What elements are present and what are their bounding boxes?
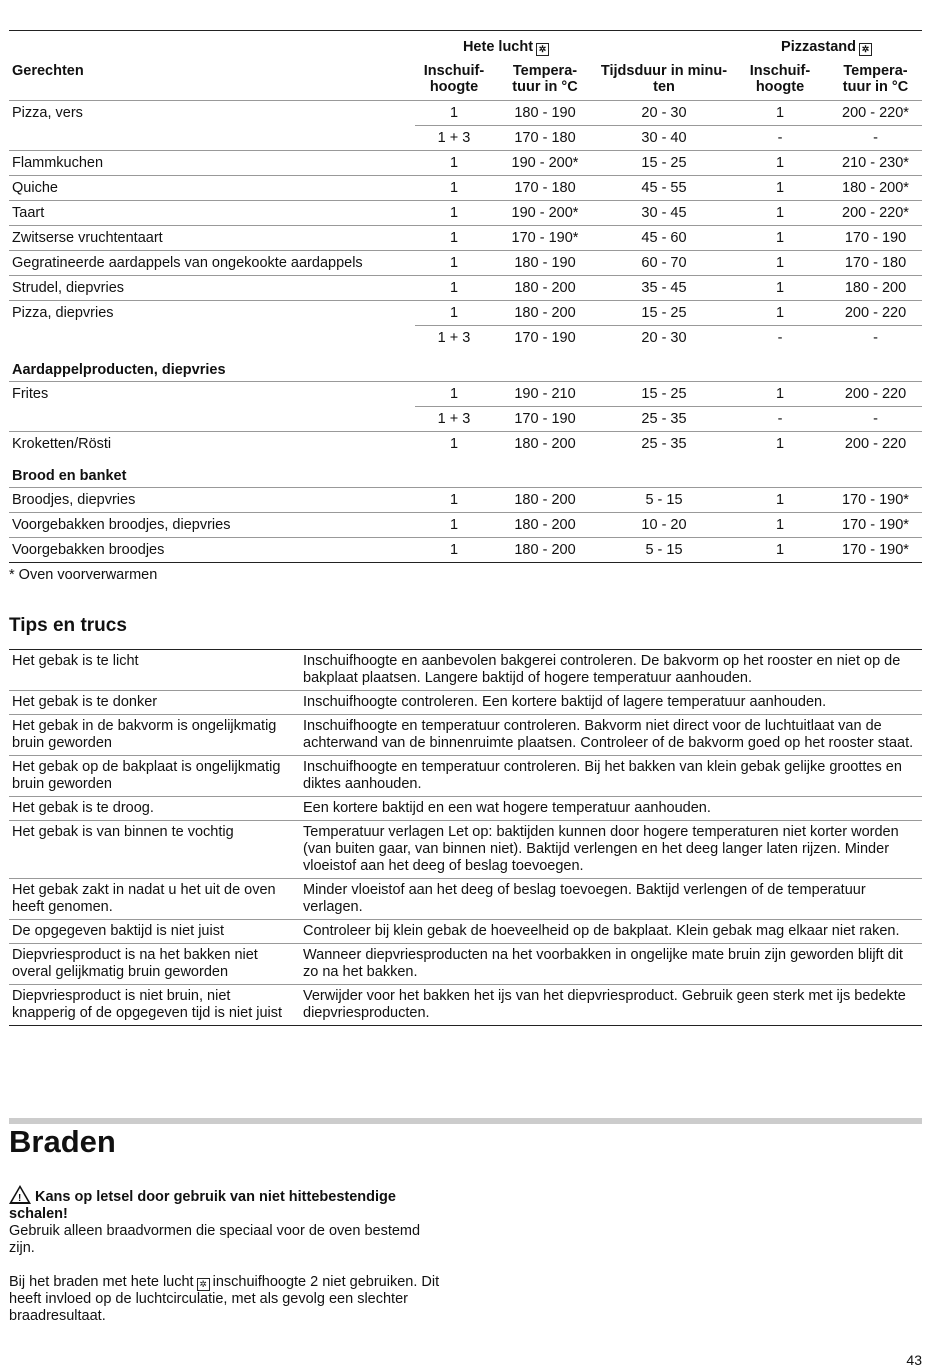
- col-shelf-1: Inschuif- hoogte: [423, 63, 485, 95]
- pizza-temperature: 170 - 190: [829, 226, 922, 251]
- pizza-temperature: 200 - 220: [829, 382, 922, 407]
- duration: 30 - 40: [597, 126, 731, 151]
- tip-problem: Het gebak in de bakvorm is ongelijkmatig bruin geworden: [9, 715, 300, 756]
- section-divider: [9, 1118, 922, 1124]
- pizza-shelf-height: -: [731, 407, 829, 432]
- warning-text: Gebruik alleen braadvormen die speciaal voor de oven bestemd zijn.: [9, 1223, 421, 1256]
- pizza-temperature: -: [829, 126, 922, 151]
- content: [9, 30, 922, 1026]
- warning-block: [9, 1185, 449, 1325]
- temperature: 180 - 200: [493, 513, 597, 538]
- duration: 20 - 30: [597, 326, 731, 351]
- table-row: [9, 407, 922, 432]
- dish-name: Voorgebakken broodjes, diepvries: [9, 513, 415, 538]
- temperature: 180 - 200: [493, 276, 597, 301]
- duration: 20 - 30: [597, 101, 731, 126]
- dish-name: Zwitserse vruchtentaart: [9, 226, 415, 251]
- pizza-shelf-height: 1: [731, 301, 829, 326]
- temperature: 170 - 190: [493, 326, 597, 351]
- shelf-height: 1: [415, 301, 493, 326]
- temperature: 180 - 200: [493, 488, 597, 513]
- dish-name: Frites: [9, 382, 415, 407]
- duration: 15 - 25: [597, 301, 731, 326]
- dish-name: Flammkuchen: [9, 151, 415, 176]
- tip-solution: Inschuifhoogte en temperatuur controleren. Bij het bakken van klein gebak gelijke groottes en diktes aanhouden.: [300, 756, 922, 797]
- footnote: * Oven voorverwarmen: [9, 567, 158, 583]
- shelf-height: 1 + 3: [415, 126, 493, 151]
- pizza-shelf-height: 1: [731, 201, 829, 226]
- pizza-setting-icon: ✲: [859, 43, 872, 56]
- table-row: [9, 276, 922, 301]
- pizza-shelf-height: -: [731, 126, 829, 151]
- braden-para-after: inschuifhoogte 2 niet gebruiken. Dit heeft invloed op de luchtcirculatie, met als gevolg een slechter braadresultaat.: [9, 1274, 440, 1324]
- pizza-temperature: 200 - 220*: [829, 201, 922, 226]
- col-temp-1: Tempera- tuur in °C: [512, 63, 578, 95]
- tips-row: [9, 691, 922, 715]
- tip-problem: Diepvriesproduct is niet bruin, niet knapperig of de opgegeven tijd is niet juist: [9, 985, 300, 1026]
- dish-name: [9, 126, 415, 151]
- col-temp-2: Tempera- tuur in °C: [842, 63, 909, 95]
- duration: 25 - 35: [597, 432, 731, 457]
- tips-row: [9, 944, 922, 985]
- table-row: [9, 251, 922, 276]
- tip-solution: Temperatuur verlagen Let op: baktijden kunnen door hogere temperaturen niet korter worden (van buiten gaar, van binnen niet). Baktijd verlengen en het deeg langer laten rijzen. Minder vloeistof aan het deeg of beslag toevoegen.: [300, 821, 922, 879]
- pizza-temperature: 170 - 190*: [829, 488, 922, 513]
- tip-problem: Het gebak is van binnen te vochtig: [9, 821, 300, 879]
- section-header-row: [9, 350, 922, 382]
- table-row: [9, 201, 922, 226]
- tips-table-body: [9, 650, 922, 1026]
- tip-solution: Wanneer diepvriesproducten na het voorbakken in ongelijke mate bruin zijn geworden blijft dit zo na het bakken.: [300, 944, 922, 985]
- table-group-header: [9, 31, 922, 60]
- dish-name: Voorgebakken broodjes: [9, 538, 415, 563]
- pizza-temperature: 200 - 220: [829, 432, 922, 457]
- pizza-shelf-height: 1: [731, 432, 829, 457]
- shelf-height: 1: [415, 276, 493, 301]
- pizza-shelf-height: 1: [731, 538, 829, 563]
- duration: 15 - 25: [597, 382, 731, 407]
- temperature: 190 - 210: [493, 382, 597, 407]
- table-row: [9, 326, 922, 351]
- tip-solution: Minder vloeistof aan het deeg of beslag toevoegen. Baktijd verlengen of de temperatuur verlagen.: [300, 879, 922, 920]
- temperature: 180 - 190: [493, 251, 597, 276]
- braden-paragraph: [9, 1274, 449, 1325]
- pizza-temperature: 180 - 200: [829, 276, 922, 301]
- pizza-temperature: 180 - 200*: [829, 176, 922, 201]
- col-dishes: Gerechten: [12, 63, 84, 79]
- duration: 30 - 45: [597, 201, 731, 226]
- temperature: 170 - 180: [493, 176, 597, 201]
- page-number: 43: [906, 1352, 922, 1368]
- tip-solution: Inschuifhoogte en temperatuur controleren. Bakvorm niet direct voor de luchtuitlaat van de achterwand van de binnenruimte plaatsen. Controleer of de bakvorm goed op het rooster staat.: [300, 715, 922, 756]
- dish-name: Broodjes, diepvries: [9, 488, 415, 513]
- tips-row: [9, 985, 922, 1026]
- temperature: 170 - 190: [493, 407, 597, 432]
- tip-problem: De opgegeven baktijd is niet juist: [9, 920, 300, 944]
- temperature: 180 - 190: [493, 101, 597, 126]
- shelf-height: 1: [415, 382, 493, 407]
- warning-title: Kans op letsel door gebruik van niet hittebestendige schalen!: [9, 1189, 396, 1222]
- pizza-temperature: 170 - 190*: [829, 538, 922, 563]
- cooking-table-body: [9, 101, 922, 563]
- section-header-row: [9, 456, 922, 488]
- tips-title: Tips en trucs: [9, 615, 127, 636]
- group-pizza: Pizzastand: [781, 38, 856, 55]
- tips-row: [9, 650, 922, 691]
- cooking-table: [9, 30, 922, 563]
- temperature: 180 - 200: [493, 301, 597, 326]
- hot-air-icon: ✲: [197, 1278, 210, 1291]
- duration: 25 - 35: [597, 407, 731, 432]
- tip-problem: Het gebak is te droog.: [9, 797, 300, 821]
- tip-problem: Het gebak op de bakplaat is ongelijkmatig bruin geworden: [9, 756, 300, 797]
- col-shelf-2: Inschuif- hoogte: [749, 63, 811, 95]
- tip-solution: Inschuifhoogte controleren. Een kortere baktijd of lagere temperatuur aanhouden.: [300, 691, 922, 715]
- tip-problem: Het gebak is te licht: [12, 653, 139, 669]
- table-row: [9, 101, 922, 126]
- duration: 5 - 15: [597, 488, 731, 513]
- dish-name: Taart: [9, 201, 415, 226]
- tips-row: [9, 879, 922, 920]
- shelf-height: 1: [415, 538, 493, 563]
- table-row: [9, 432, 922, 457]
- shelf-height: 1: [415, 176, 493, 201]
- pizza-shelf-height: 1: [731, 382, 829, 407]
- duration: 5 - 15: [597, 538, 731, 563]
- table-row: [9, 513, 922, 538]
- tip-problem: Het gebak zakt in nadat u het uit de oven heeft genomen.: [9, 879, 300, 920]
- dish-name: [9, 407, 415, 432]
- pizza-shelf-height: 1: [731, 151, 829, 176]
- temperature: 170 - 180: [493, 126, 597, 151]
- table-row: [9, 301, 922, 326]
- shelf-height: 1: [415, 432, 493, 457]
- col-time: Tijdsduur in minu- ten: [600, 63, 728, 95]
- tip-solution: Verwijder voor het bakken het ijs van het diepvriesproduct. Gebruik geen sterk met ijs bedekte diepvriesproducten.: [300, 985, 922, 1026]
- duration: 15 - 25: [597, 151, 731, 176]
- pizza-temperature: 170 - 180: [829, 251, 922, 276]
- shelf-height: 1: [415, 151, 493, 176]
- pizza-shelf-height: 1: [731, 488, 829, 513]
- table-column-header: [9, 59, 922, 101]
- warning-heading: [9, 1185, 449, 1223]
- shelf-height: 1: [415, 101, 493, 126]
- dish-name: Pizza, diepvries: [9, 301, 415, 326]
- pizza-shelf-height: 1: [731, 176, 829, 201]
- tips-row: [9, 920, 922, 944]
- pizza-shelf-height: 1: [731, 251, 829, 276]
- shelf-height: 1 + 3: [415, 407, 493, 432]
- tip-solution: Controleer bij klein gebak de hoeveelheid op de bakplaat. Klein gebak mag elkaar niet raken.: [300, 920, 922, 944]
- shelf-height: 1: [415, 513, 493, 538]
- pizza-shelf-height: -: [731, 326, 829, 351]
- hot-air-icon: ✲: [536, 43, 549, 56]
- pizza-temperature: -: [829, 407, 922, 432]
- table-row: [9, 382, 922, 407]
- shelf-height: 1: [415, 226, 493, 251]
- tips-row: [9, 715, 922, 756]
- temperature: 180 - 200: [493, 432, 597, 457]
- temperature: 180 - 200: [493, 538, 597, 563]
- duration: 45 - 60: [597, 226, 731, 251]
- pizza-temperature: -: [829, 326, 922, 351]
- tips-table: [9, 649, 922, 1026]
- section-header: Brood en banket: [12, 468, 127, 484]
- duration: 45 - 55: [597, 176, 731, 201]
- pizza-temperature: 200 - 220*: [829, 101, 922, 126]
- pizza-shelf-height: 1: [731, 276, 829, 301]
- pizza-temperature: 170 - 190*: [829, 513, 922, 538]
- temperature: 190 - 200*: [493, 201, 597, 226]
- shelf-height: 1: [415, 251, 493, 276]
- shelf-height: 1 + 3: [415, 326, 493, 351]
- table-row: [9, 538, 922, 563]
- dish-name: Pizza, vers: [9, 101, 415, 126]
- tip-solution: Een kortere baktijd en een wat hogere temperatuur aanhouden.: [300, 797, 922, 821]
- dish-name: Strudel, diepvries: [9, 276, 415, 301]
- tip-problem: Het gebak is te donker: [9, 691, 300, 715]
- pizza-temperature: 200 - 220: [829, 301, 922, 326]
- warning-triangle-icon: !: [9, 1185, 31, 1204]
- dish-name: Kroketten/Rösti: [9, 432, 415, 457]
- tips-row: [9, 756, 922, 797]
- table-row: [9, 176, 922, 201]
- tip-solution: Inschuifhoogte en aanbevolen bakgerei controleren. De bakvorm op het rooster en niet op de bakplaat plaatsen. Langere baktijd of hogere temperatuur aanhouden.: [303, 653, 901, 686]
- section-header: Aardappelproducten, diepvries: [12, 362, 226, 378]
- dish-name: Quiche: [9, 176, 415, 201]
- duration: 60 - 70: [597, 251, 731, 276]
- braden-para-before: Bij het braden met hete lucht: [9, 1274, 194, 1290]
- table-row: [9, 226, 922, 251]
- group-hot-air: Hete lucht: [462, 38, 534, 55]
- temperature: 190 - 200*: [493, 151, 597, 176]
- tip-problem: Diepvriesproduct is na het bakken niet overal gelijkmatig bruin geworden: [9, 944, 300, 985]
- temperature: 170 - 190*: [493, 226, 597, 251]
- shelf-height: 1: [415, 488, 493, 513]
- table-row: [9, 488, 922, 513]
- duration: 35 - 45: [597, 276, 731, 301]
- table-row: [9, 151, 922, 176]
- pizza-shelf-height: 1: [731, 513, 829, 538]
- section-title-braden: Braden: [9, 1124, 116, 1159]
- tips-row: [9, 821, 922, 879]
- dish-name: [9, 326, 415, 351]
- table-row: [9, 126, 922, 151]
- dish-name: Gegratineerde aardappels van ongekookte aardappels: [9, 251, 415, 276]
- shelf-height: 1: [415, 201, 493, 226]
- pizza-shelf-height: 1: [731, 101, 829, 126]
- pizza-temperature: 210 - 230*: [829, 151, 922, 176]
- duration: 10 - 20: [597, 513, 731, 538]
- pizza-shelf-height: 1: [731, 226, 829, 251]
- tips-row: [9, 797, 922, 821]
